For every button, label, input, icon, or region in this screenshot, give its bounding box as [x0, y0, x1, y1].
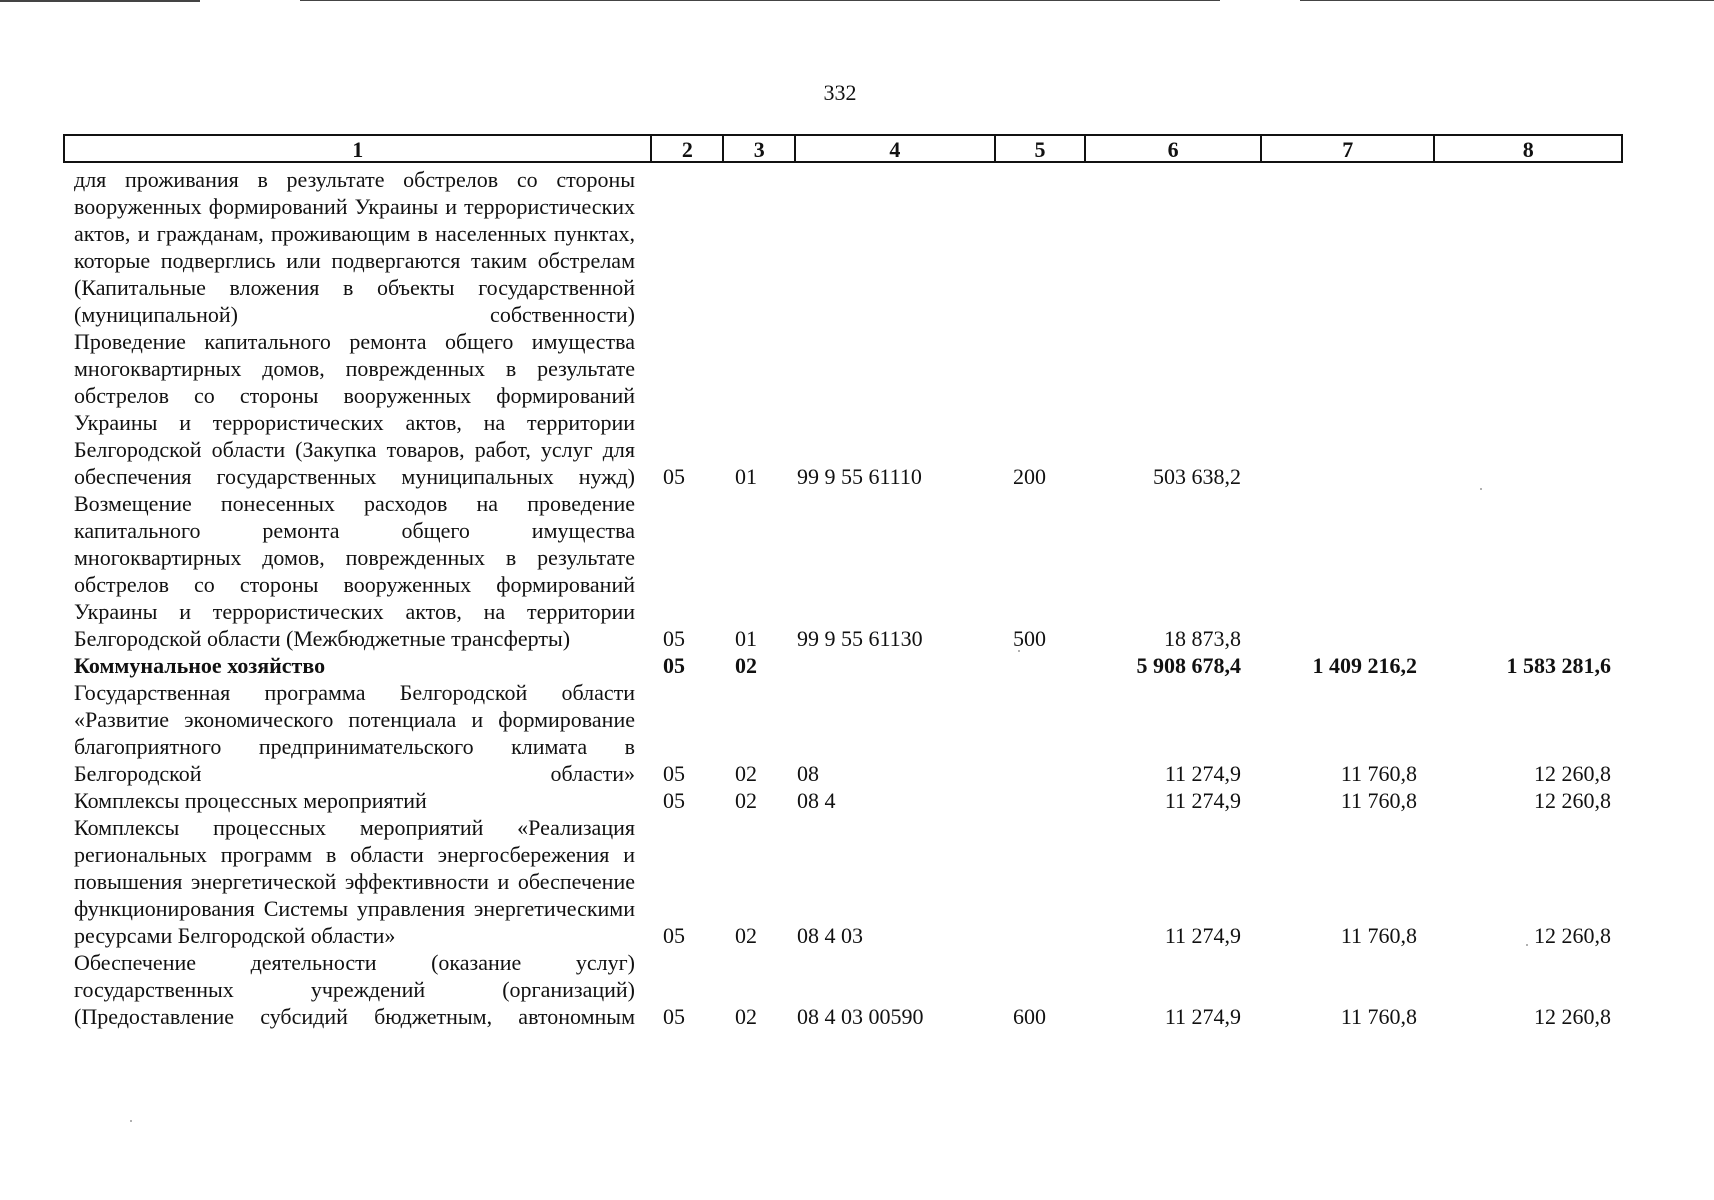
scan-edge-line: [300, 0, 1220, 1]
row-amount-2: 11 760,8: [1340, 1004, 1417, 1029]
row-name: для проживания в результате обстрелов со стороны вооруженных формирований Украины и террористических актов, и гражданам, проживающим в населенных пунктах, которые подверглись или подвергаются таким обстрелам (Капитальные вложения в объекты государственной (муниципальной) собственности): [74, 167, 635, 327]
row-section: 05: [663, 626, 685, 651]
table-row: [63, 949, 1623, 1030]
row-section: 05: [663, 464, 685, 489]
row-name: Комплексы процессных мероприятий: [74, 788, 427, 813]
row-code: 08 4 03 00590: [797, 1004, 924, 1029]
row-amount-1: 503 638,2: [1153, 464, 1241, 489]
row-code: 08 4: [797, 788, 836, 813]
table-row: [63, 490, 1623, 652]
row-section: 05: [663, 761, 685, 786]
row-amount-1: 11 274,9: [1164, 788, 1241, 813]
row-code: 08: [797, 761, 819, 786]
row-name: Проведение капитального ремонта общего имущества многоквартирных домов, поврежденных в результате обстрелов со стороны вооруженных формирований Украины и террористических актов, на территории Белгородской области (Закупка товаров, работ, услуг для обеспечения государственных муниципальных нужд): [74, 329, 635, 489]
row-amount-3: 1 583 281,6: [1506, 653, 1611, 678]
scan-speck: [130, 1120, 132, 1122]
row-subsection: 01: [735, 464, 757, 489]
row-amount-1: 18 873,8: [1164, 626, 1241, 651]
header-col-1: 1: [65, 136, 652, 161]
table-row: [63, 328, 1623, 490]
row-section: 05: [663, 1004, 685, 1029]
row-subsection: 02: [735, 761, 757, 786]
table-row: [63, 814, 1623, 949]
row-code: 99 9 55 61110: [797, 464, 922, 489]
row-section: 05: [663, 923, 685, 948]
header-col-4: 4: [796, 136, 995, 161]
row-amount-2: 11 760,8: [1340, 761, 1417, 786]
row-subsection: 02: [735, 653, 757, 678]
row-subsection: 02: [735, 923, 757, 948]
header-col-6: 6: [1086, 136, 1262, 161]
row-name: Государственная программа Белгородской области «Развитие экономического потенциала и формирование благоприятного предпринимательского климата в Белгородской области»: [74, 680, 635, 786]
scan-edge-line: [0, 0, 200, 2]
row-amount-2: 11 760,8: [1340, 788, 1417, 813]
row-amount-3: 12 260,8: [1534, 923, 1611, 948]
row-amount-2: 11 760,8: [1340, 923, 1417, 948]
table-row: [63, 787, 1623, 814]
row-section: 05: [663, 653, 685, 678]
row-amount-1: 11 274,9: [1164, 1004, 1241, 1029]
row-name: Комплексы процессных мероприятий «Реализация региональных программ в области энергосбережения и повышения энергетической эффективности и обеспечение функционирования Системы управления энергетическими ресурсами Белгородской области»: [74, 815, 635, 948]
row-name: Коммунальное хозяйство: [74, 653, 326, 678]
row-type: 200: [1013, 464, 1046, 489]
header-col-8: 8: [1522, 137, 1534, 162]
table-row: [63, 166, 1623, 328]
row-amount-3: 12 260,8: [1534, 761, 1611, 786]
row-type: 500: [1013, 626, 1046, 651]
row-subsection: 02: [735, 1004, 757, 1029]
row-subsection: 02: [735, 788, 757, 813]
row-amount-1: 5 908 678,4: [1136, 653, 1241, 678]
table-header: [63, 134, 1623, 163]
row-name: Возмещение понесенных расходов на проведение капитального ремонта общего имущества многоквартирных домов, поврежденных в результате обстрелов со стороны вооруженных формирований Украины и террористических актов, на территории Белгородской области (Межбюджетные трансферты): [74, 491, 635, 651]
page-number: 332: [823, 80, 857, 105]
row-type: 600: [1013, 1004, 1046, 1029]
scan-edge-line: [1300, 0, 1714, 1]
budget-table-body: [63, 166, 1623, 1030]
row-amount-2: 1 409 216,2: [1312, 653, 1417, 678]
row-section: 05: [663, 788, 685, 813]
row-amount-1: 11 274,9: [1164, 923, 1241, 948]
row-amount-3: 12 260,8: [1534, 1004, 1611, 1029]
header-col-3: 3: [724, 136, 796, 161]
table-row: [63, 679, 1623, 787]
row-amount-1: 11 274,9: [1164, 761, 1241, 786]
header-col-5: 5: [996, 136, 1087, 161]
row-code: 99 9 55 61130: [797, 626, 923, 651]
row-amount-3: 12 260,8: [1534, 788, 1611, 813]
header-col-2: 2: [652, 136, 724, 161]
header-col-7: 7: [1262, 136, 1436, 161]
table-row: [63, 652, 1623, 679]
row-subsection: 01: [735, 626, 757, 651]
row-code: 08 4 03: [797, 923, 863, 948]
row-name: Обеспечение деятельности (оказание услуг) государственных учреждений (организаций) (Предоставление субсидий бюджетным, автономным: [74, 950, 635, 1029]
